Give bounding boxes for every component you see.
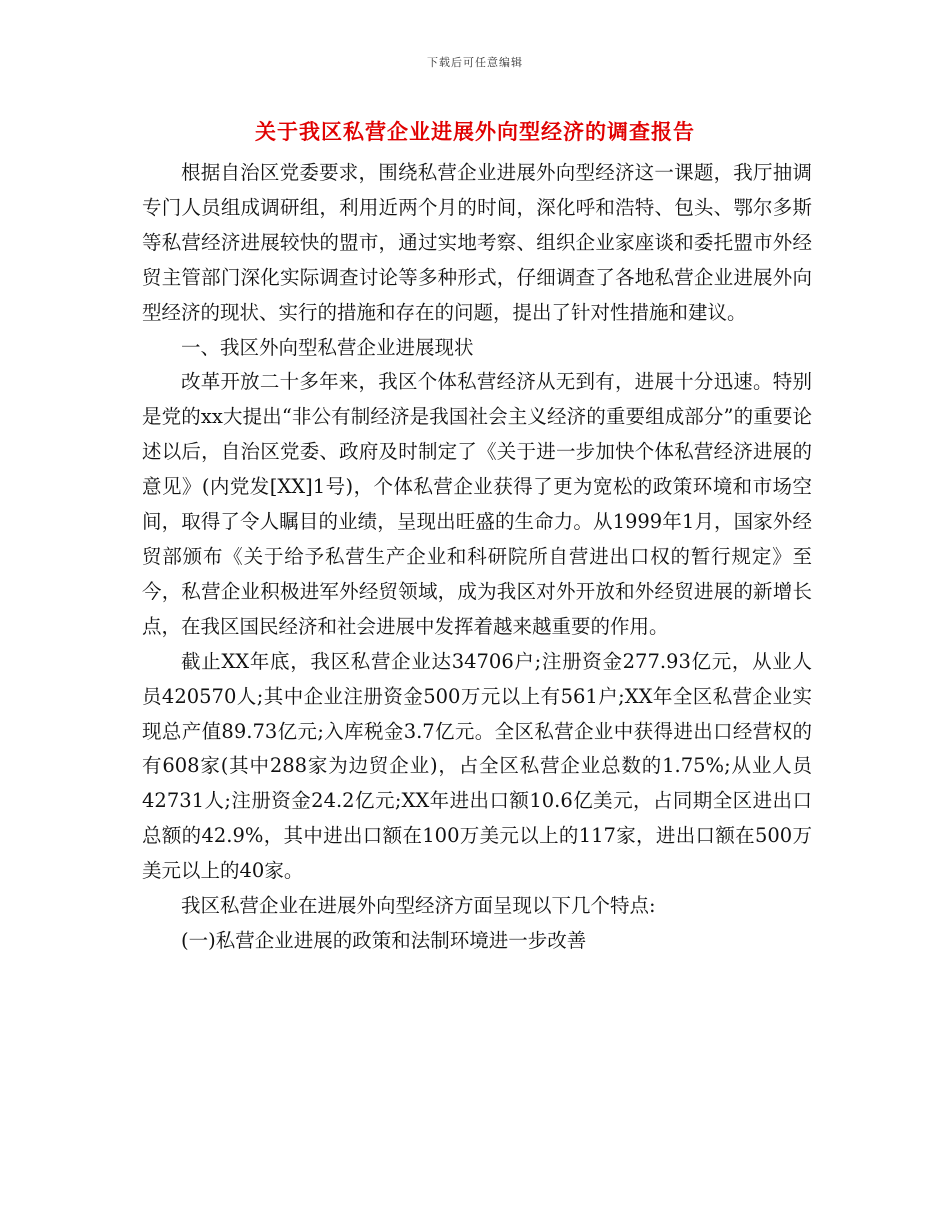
document-title: 关于我区私营企业进展外向型经济的调查报告 — [255, 120, 695, 144]
section-heading-1: 一、我区外向型私营企业进展现状 — [181, 335, 474, 359]
paragraph-statistics: 截止XX年底，我区私营企业达34706户;注册资金277.93亿元，从业人员420570人;其中企业注册资金500万元以上有561户;XX年全区私营企业实现总产值89.73亿元;入库税金3.7亿元。全区私营企业中获得进出口经营权的有608家(其中288家为边贸企业)，占全区私营企业总数的1.75%;从业人员42731人;注册资金24.2亿元;XX年进出口额10.6亿美元，占同期全区进出口总额的42.9%，其中进出口额在100万美元以上的117家，进出口额在500万美元以上的40家。 — [142, 649, 812, 883]
paragraph-features-intro: 我区私营企业在进展外向型经济方面呈现以下几个特点: — [181, 894, 656, 918]
header-note: 下载后可任意编辑 — [427, 56, 523, 69]
paragraph-development: 改革开放二十多年来，我区个体私营经济从无到有，进展十分迅速。特别是党的xx大提出“非公有制经济是我国社会主义经济的重要组成部分”的重要论述以后，自治区党委、政府及时制定了《关于进一步加快个体私营经济进展的意见》(内党发[XX]1号)，个体私营企业获得了更为宽松的政策环境和市场空间，取得了令人瞩目的业绩，呈现出旺盛的生命力。从1999年1月，国家外经贸部颁布《关于给予私营生产企业和科研院所自营进出口权的暂行规定》至今，私营企业积极进军外经贸领域，成为我区对外开放和外经贸进展的新增长点，在我区国民经济和社会进展中发挥着越来越重要的作用。 — [142, 370, 812, 638]
document-body — [142, 156, 812, 959]
subsection-heading-1: (一)私营企业进展的政策和法制环境进一步改善 — [181, 928, 587, 952]
paragraph-intro: 根据自治区党委要求，围绕私营企业进展外向型经济这一课题，我厅抽调专门人员组成调研组，利用近两个月的时间，深化呼和浩特、包头、鄂尔多斯等私营经济进展较快的盟市，通过实地考察、组织企业家座谈和委托盟市外经贸主管部门深化实际调查讨论等多种形式，仔细调查了各地私营企业进展外向型经济的现状、实行的措施和存在的问题，提出了针对性措施和建议。 — [142, 161, 812, 324]
